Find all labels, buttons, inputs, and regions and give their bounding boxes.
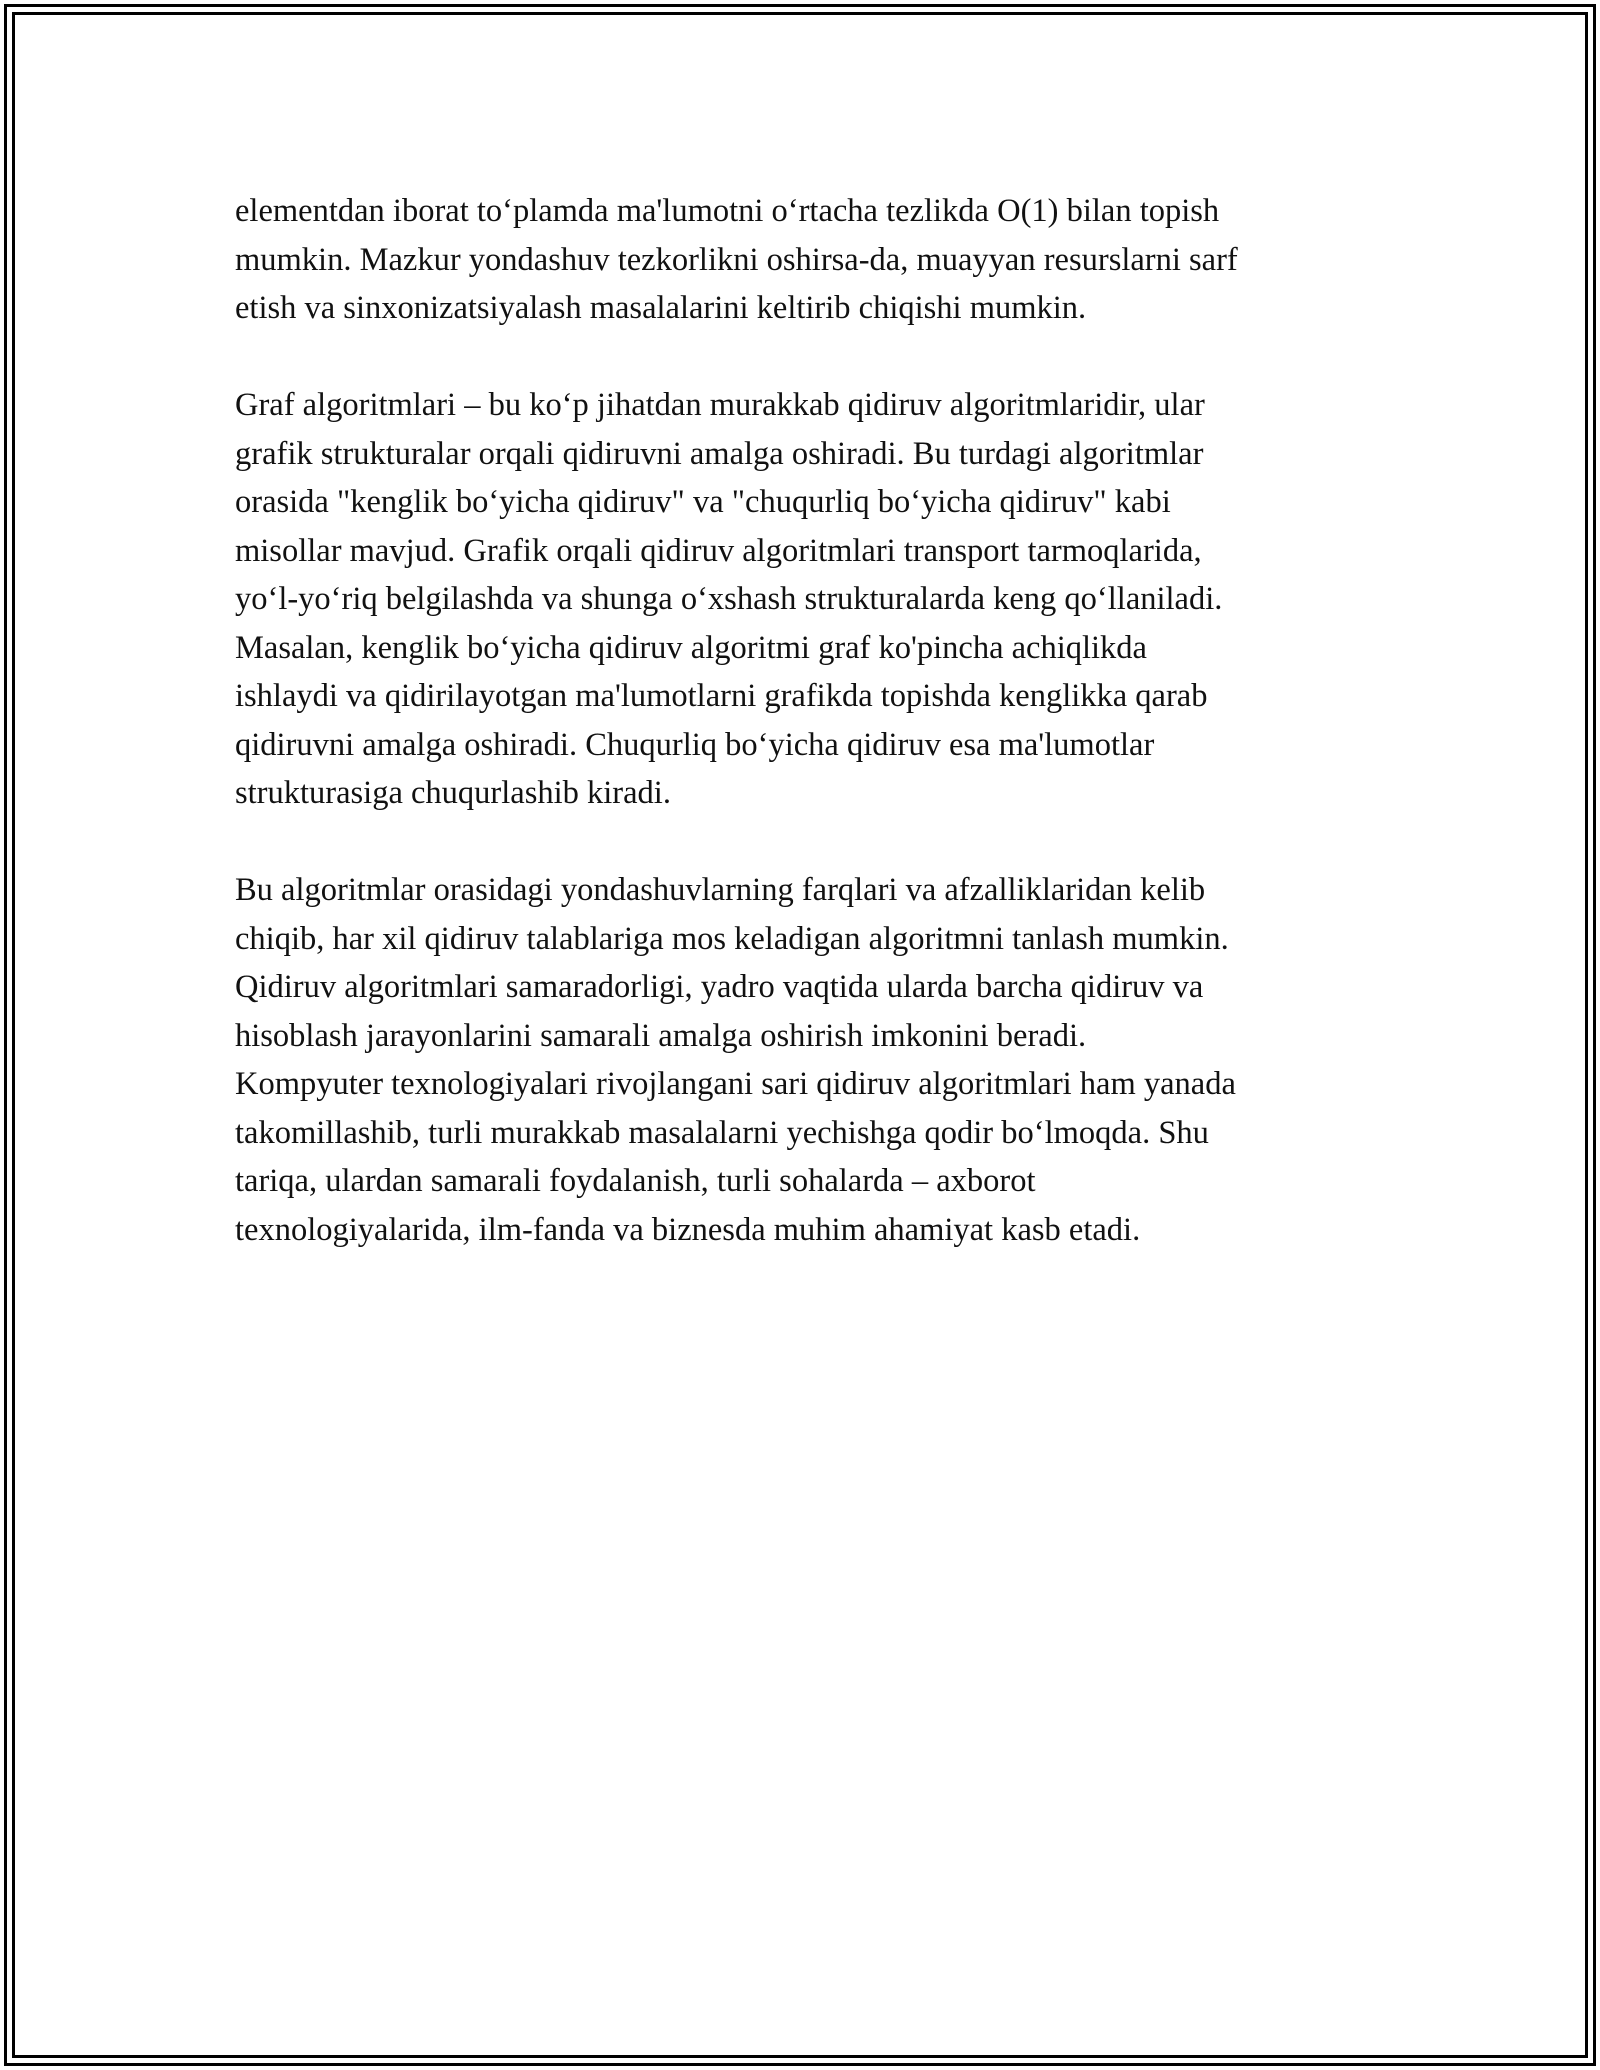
text-line: tariqa, ulardan samarali foydalanish, turli sohalarda – axborot — [235, 1163, 1036, 1199]
text-line: strukturasiga chuqurlashib kiradi. — [235, 775, 671, 811]
text-line: takomillashib, turli murakkab masalalarni yechishga qodir bo‘lmoqda. Shu — [235, 1114, 1209, 1151]
text-line: texnologiyalarida, ilm-fanda va biznesda muhim ahamiyat kasb etadi. — [235, 1211, 1141, 1248]
text-line: yo‘l-yo‘riq belgilashda va shunga o‘xshash strukturalarda keng qo‘llaniladi. — [235, 581, 1223, 617]
text-line: orasida "kenglik bo‘yicha qidiruv" va "chuqurliq bo‘yicha qidiruv" kabi — [235, 484, 1171, 520]
text-line: mumkin. Mazkur yondashuv tezkorlikni oshirsa-da, muayyan resurslarni sarf — [235, 241, 1238, 278]
paragraph-3 — [235, 866, 1395, 1254]
text-line: etish va sinxonizatsiyalash masalalarini keltirib chiqishi mumkin. — [235, 290, 1087, 326]
text-line: qidiruvni amalga oshiradi. Chuqurliq bo‘yicha qidiruv esa ma'lumotlar — [235, 726, 1155, 763]
text-line: Graf algoritmlari – bu ko‘p jihatdan murakkab qidiruv algoritmlaridir, ular — [235, 387, 1205, 423]
document-body — [235, 187, 1395, 1303]
text-line: misollar mavjud. Grafik orqali qidiruv algoritmlari transport tarmoqlarida, — [235, 532, 1202, 569]
text-line: Qidiruv algoritmlari samaradorligi, yadro vaqtida ularda barcha qidiruv va — [235, 969, 1204, 1005]
text-line: elementdan iborat to‘plamda ma'lumotni o‘rtacha tezlikda O(1) bilan topish — [235, 193, 1220, 229]
text-line: grafik strukturalar orqali qidiruvni amalga oshiradi. Bu turdagi algoritmlar — [235, 435, 1204, 472]
text-line: Bu algoritmlar orasidagi yondashuvlarning farqlari va afzalliklaridan kelib — [235, 872, 1206, 908]
text-line: ishlaydi va qidirilayotgan ma'lumotlarni grafikda topishda kenglikka qarab — [235, 678, 1208, 714]
text-line: hisoblash jarayonlarini samarali amalga oshirish imkonini beradi. — [235, 1017, 1087, 1054]
paragraph-1 — [235, 187, 1395, 333]
text-line: chiqib, har xil qidiruv talablariga mos keladigan algoritmni tanlash mumkin. — [235, 920, 1229, 957]
text-line: Masalan, kenglik bo‘yicha qidiruv algoritmi graf ko'pincha achiqlikda — [235, 629, 1147, 666]
text-line: Kompyuter texnologiyalari rivojlangani sari qidiruv algoritmlari ham yanada — [235, 1066, 1236, 1102]
paragraph-2 — [235, 381, 1395, 818]
